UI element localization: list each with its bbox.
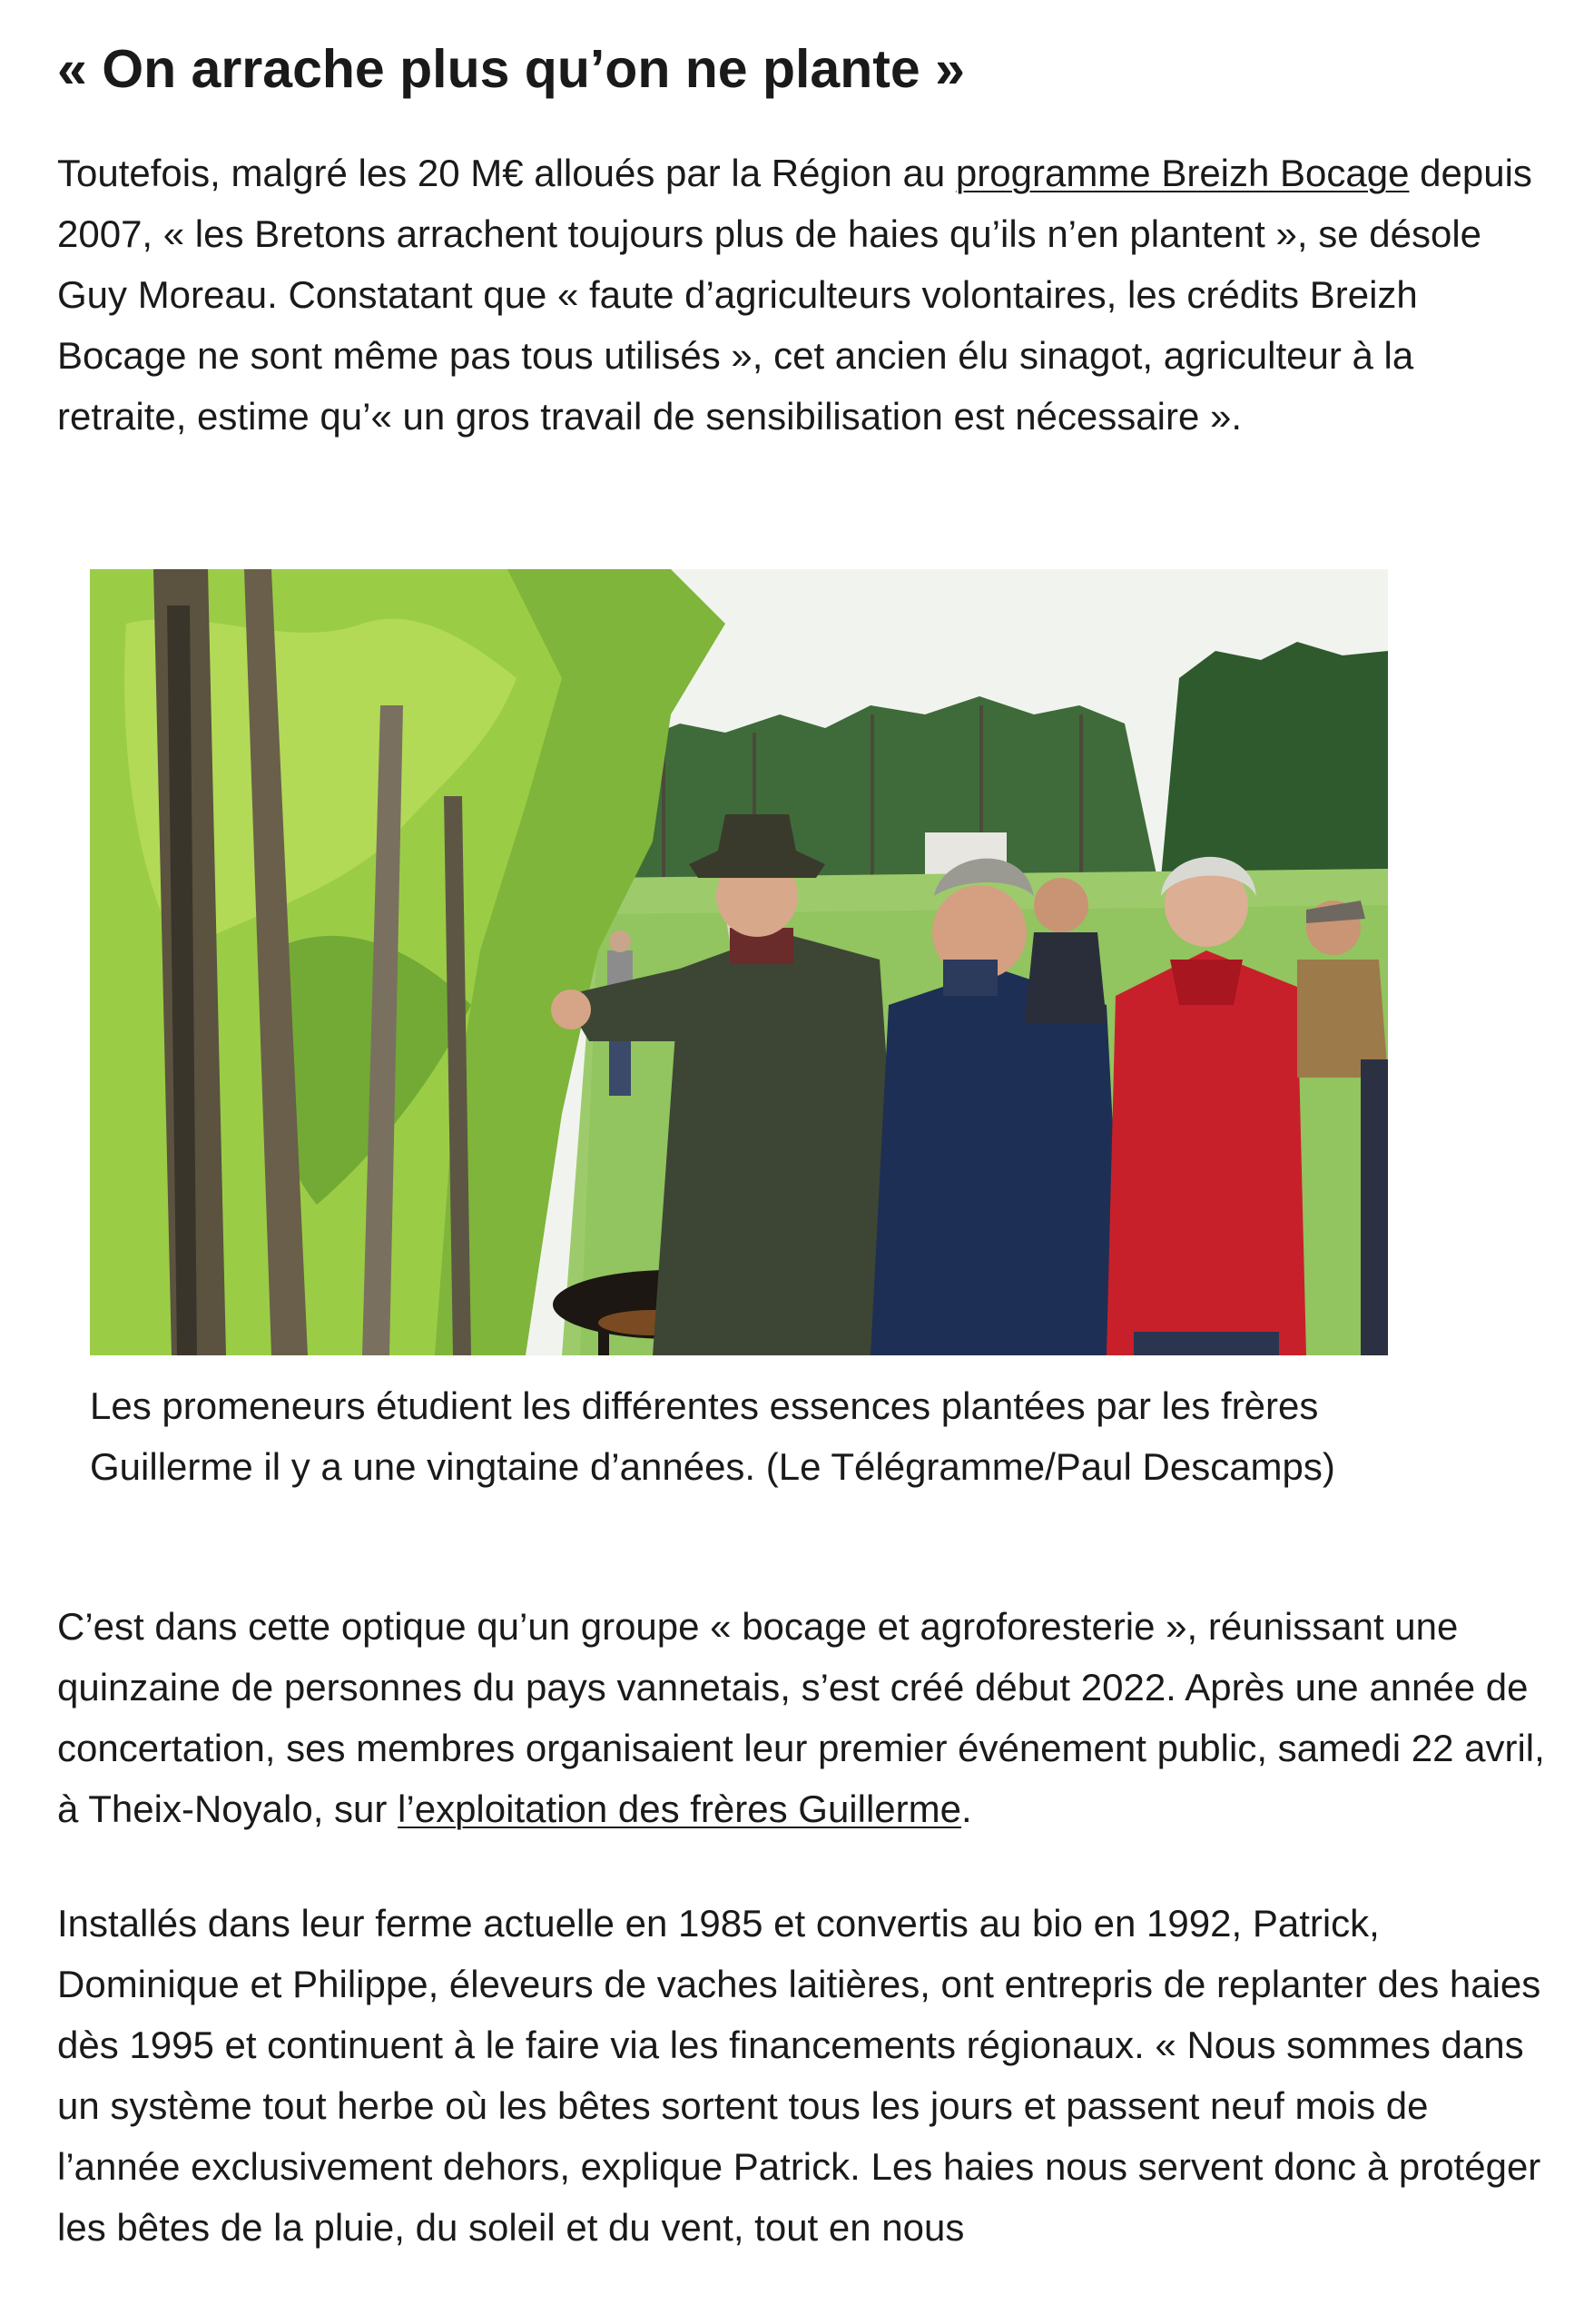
paragraph-text: C’est dans cette optique qu’un groupe « bocage et agroforesterie », réunissant une quinzaine de personnes du pays vannetais, s’est créé début 2022. Après une année de concertation, ses membres organisaient leur premier événement public, samedi 22 avril, à Theix-Noyalo, sur xyxy=(57,1605,1545,1830)
paragraph-text: . xyxy=(960,1787,972,1830)
link-programme-breizh-bocage[interactable]: programme Breizh Bocage xyxy=(955,152,1410,194)
section-heading: « On arrache plus qu’on ne plante » xyxy=(57,39,965,99)
photo-caption: Les promeneurs étudient les différentes essences plantées par les frères Guillerme il y a une vingtaine d’années. (Le Télégramme/Paul Descamps) xyxy=(90,1384,1335,1488)
article xyxy=(57,0,1537,447)
paragraph-text: depuis 2007, « les Bretons arrachent toujours plus de haies qu’ils n’en plantent », se désole Guy Moreau. Constatant que « faute d’agriculteurs volontaires, les crédits Breizh Bocage ne sont même pas tous utilisés », cet ancien élu sinagot, agriculteur à la retraite, estime qu’« un gros travail de sensibilisation est nécessaire ». xyxy=(57,152,1532,438)
article-continued xyxy=(57,1596,1546,2258)
paragraph-bocage-group xyxy=(57,1596,1546,1839)
paragraph-installes: Installés dans leur ferme actuelle en 1985 et convertis au bio en 1992, Patrick, Dominique et Philippe, éleveurs de vaches laitières, ont entrepris de replanter des haies dès 1995 et continuent à le faire via les financements régionaux. « Nous sommes dans un système tout herbe où les bêtes sortent tous les jours et passent neuf mois de l’année exclusivement dehors, explique Patrick. Les haies nous servent donc à protéger les bêtes de la pluie, du soleil et du vent, tout en nous xyxy=(57,1902,1541,2249)
photo-illustration xyxy=(90,569,1388,1355)
link-exploitation-freres-guillerme[interactable]: l’exploitation des frères Guillerme xyxy=(398,1787,961,1830)
paragraph-breizh-bocage xyxy=(57,143,1537,447)
photo-figure xyxy=(90,569,1388,1497)
article-photo xyxy=(90,569,1388,1355)
paragraph-text: Toutefois, malgré les 20 M€ alloués par la Région au xyxy=(57,152,956,194)
